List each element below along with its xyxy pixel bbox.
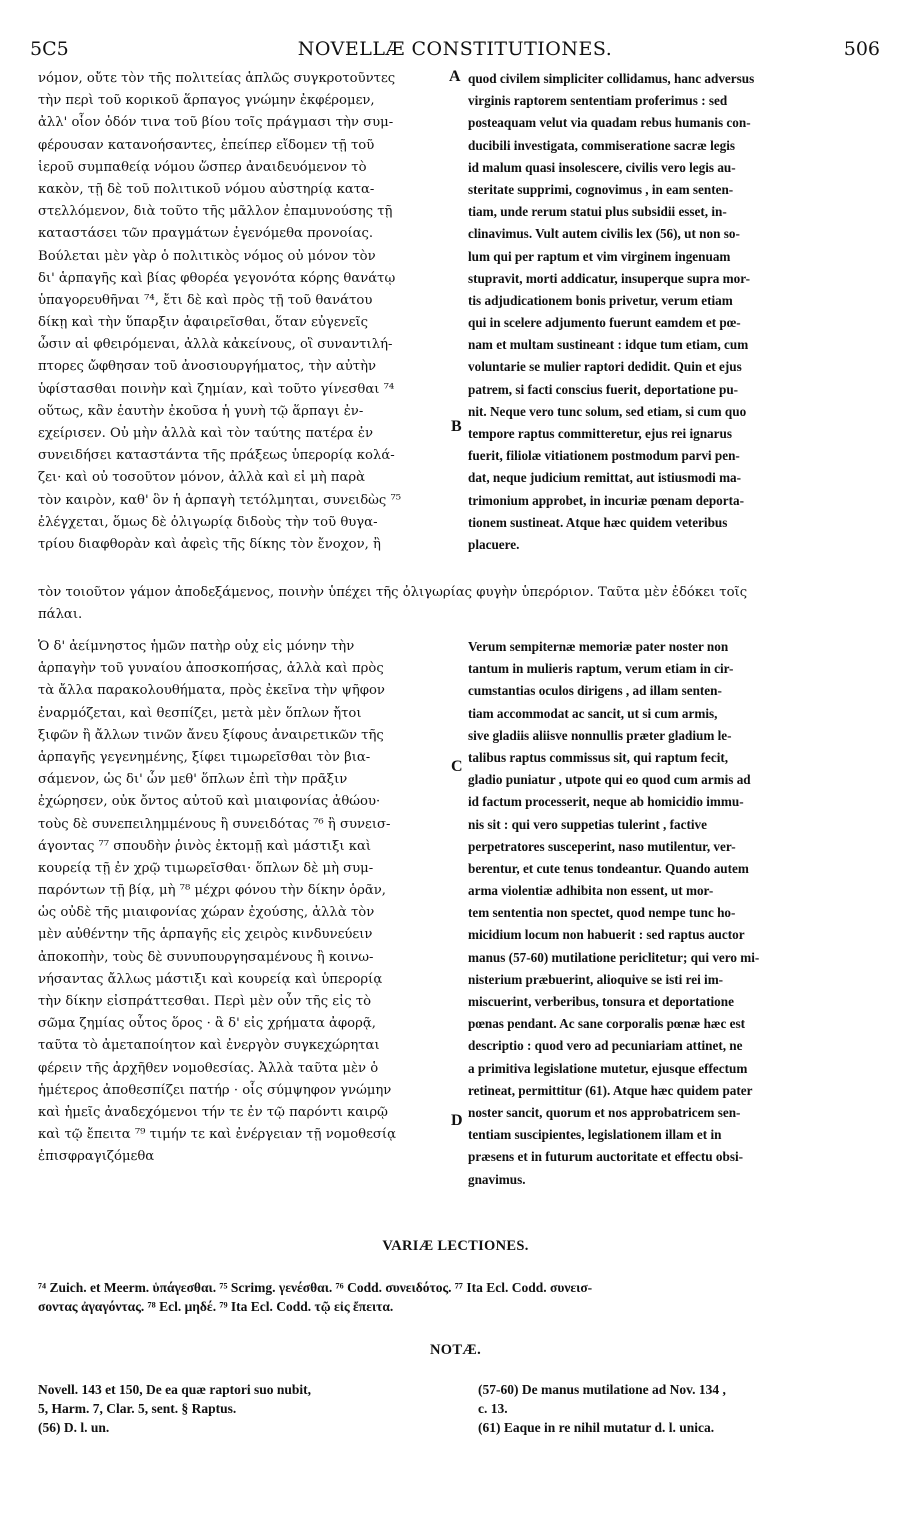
margin-letter-d: D	[451, 1112, 463, 1129]
variae-lectiones-list	[38, 1278, 592, 1316]
notae-heading: NOTÆ.	[429, 1342, 482, 1358]
latin-line: stupravit, morti addicatur, insuperque supra mor-	[468, 270, 750, 286]
greek-line: τὸν τοιοῦτον γάμον ἀποδεξάμενος, ποινὴν ὑπέχει τῆς ὀλιγωρίας φυγὴν ὑπερόριον. Ταῦτα μὲν ἐδόκει τοῖς	[38, 585, 748, 600]
greek-line: ἐναρμόζεται, καὶ θεσπίζει, μετὰ μὲν ὅπλων ἤτοι	[38, 705, 362, 721]
latin-line: tentiam suscipientes, legislationem illam et in	[468, 1127, 722, 1143]
latin-line: tem sententia non spectet, quod nempe tunc ho-	[468, 905, 736, 921]
latin-line: descriptio : quod vero ad pecuniariam attinet, ne	[468, 1038, 743, 1054]
latin-line: steritate supprimi, cognovimus , in eam senten-	[468, 181, 734, 197]
latin-line: nam et multam sustineant : idque tum etiam, cum	[468, 337, 749, 353]
latin-line: tempore raptus committeretur, ejus rei ignarus	[468, 426, 732, 441]
latin-line: micidium locum non habuerit : sed raptus auctor	[468, 927, 745, 943]
greek-line: ὦσιν αἱ φθειρόμεναι, ἀλλὰ κἀκείνους, οἳ συναντιλή-	[38, 337, 393, 353]
latin-line: quod civilem simpliciter collidamus, hanc adversus	[468, 71, 755, 86]
latin-line: præsens et in futurum auctoritate et effectu obsi-	[468, 1149, 744, 1165]
greek-line: εχείρισεν. Οὐ μὴν ἀλλὰ καὶ τὸν ταύτης πατέρα ἐν	[38, 426, 373, 441]
page-number-right: 506	[843, 38, 880, 60]
running-header	[30, 38, 880, 62]
latin-line: qui in scelere adjumento fuerunt eamdem et pœ-	[468, 315, 741, 331]
greek-line: τοὺς δὲ συνεπειλημμένους ἢ συνειδότας ⁷⁶ ἢ συνεισ-	[38, 816, 391, 832]
greek-column-2	[38, 636, 448, 1169]
greek-line: φέρουσαν κατανοήσαντες, ἐπείπερ εἴδομεν τῇ τοῦ	[38, 137, 375, 153]
greek-line: Βούλεται μὲν γὰρ ὁ πολιτικὸς νόμος οὐ μόνον τὸν	[38, 248, 376, 264]
greek-line: νήσαντας ἄλλως μάστιξι καὶ κουρείᾳ καὶ ὑπερορίᾳ	[38, 971, 383, 987]
greek-line: πτορες ὤφθησαν τοῦ ἀνοσιουργήματος, τὴν αὐτὴν	[38, 359, 377, 375]
note-line: c. 13.	[478, 1401, 508, 1416]
latin-line: berentur, et cute tenus tondeantur. Quando autem	[468, 860, 749, 876]
variant-reading-line: ⁷⁴ Zuich. et Meerm. ὑπάγεσθαι. ⁷⁵ Scrimg. γενέσθαι. ⁷⁶ Codd. συνειδότος. ⁷⁷ Ita Ecl. Codd. συνεισ-	[38, 1280, 593, 1295]
greek-line: τὰ ἄλλα παρακολουθήματα, πρὸς ἐκεῖνα τὴν ψῆφον	[38, 683, 385, 699]
latin-line: cumstantias oculos dirigens , ad illam senten-	[468, 683, 722, 699]
latin-line: tiam, unde rerum statui plus subsidii esset, in-	[468, 204, 727, 220]
greek-line: σῶμα ζημίας οὗτος ὅρος · ἃ δ' εἰς χρήματα ἀφορᾷ,	[38, 1016, 376, 1032]
latin-line: miscuerint, verberibus, tonsura et deportatione	[468, 994, 734, 1009]
greek-line: κακὸν, τῇ δὲ τοῦ πολιτικοῦ νόμου αὐστηρίᾳ κατα-	[38, 181, 375, 197]
latin-line: Verum sempiternæ memoriæ pater noster non	[468, 639, 729, 654]
notae-right	[478, 1380, 726, 1437]
latin-line: gladio puniatur , utpote qui eo quod cum armis ad	[468, 772, 751, 788]
greek-line: τὸν καιρὸν, καθ' ὃν ἡ ἁρπαγὴ τετόλμηται, συνειδὼς ⁷⁵	[38, 492, 402, 508]
greek-line: παρόντων τῇ βίᾳ, μὴ ⁷⁸ μέχρι φόνου τὴν δίκην ὁρᾶν,	[38, 883, 386, 899]
greek-line: μὲν αὐθέντην τῆς ἁρπαγῆς εἰς χειρὸς κινδυνεύειν	[38, 927, 373, 943]
greek-line: ἡμέτερος ἀποθεσπίζει πατήρ · οἷς σύμψηφον γνώμην	[38, 1082, 392, 1098]
latin-line: id factum processerit, neque ab homicidio immu-	[468, 794, 744, 810]
latin-line: patrem, si facti conscius fuerit, deportatione pu-	[468, 381, 739, 397]
latin-line: dat, neque judicium remittat, aut istiusmodi ma-	[468, 470, 742, 486]
latin-line: posteaquam velut via quadam rebus humanis con-	[468, 115, 751, 131]
latin-line: ducibili investigata, commiseratione sacræ legis	[468, 137, 736, 153]
latin-line: id malum quasi insolescere, civilis vero legis au-	[468, 159, 736, 175]
note-line: (56) D. l. un.	[38, 1420, 110, 1435]
variae-lectiones-heading: VARIÆ LECTIONES.	[382, 1238, 529, 1254]
greek-line: ἐλέγχεται, ὅμως δὲ ὀλιγωρίᾳ διδοὺς τὴν τοῦ θυγα-	[38, 514, 378, 530]
greek-line: ταῦτα τὸ ἀμεταποίητον καὶ ἐνεργὸν συγκεχώρηται	[38, 1038, 380, 1054]
greek-line: οὕτως, κἂν ἑαυτὴν ἐκοῦσα ἡ γυνὴ τῷ ἅρπαγι ἐν-	[38, 403, 364, 419]
greek-line: στελλόμενον, διὰ τοῦτο τῆς μᾶλλον ἐπαμυνούσης τῇ	[38, 204, 393, 220]
greek-line: τὴν περὶ τοῦ κορικοῦ ἅρπαγος γνώμην ἐκφέρομεν,	[38, 93, 375, 109]
running-title: NOVELLÆ CONSTITUTIONES.	[297, 38, 613, 60]
note-line: 5, Harm. 7, Clar. 5, sent. § Raptus.	[38, 1401, 237, 1416]
greek-line: καὶ ἡμεῖς ἀναδεχόμενοι τήν τε ἐν τῷ παρόντι καιρῷ	[38, 1104, 388, 1120]
greek-line: ἀποκοπὴν, τοὺς δὲ συνυπουργησαμένους ἢ κοινω-	[38, 949, 374, 965]
greek-line: πάλαι.	[38, 607, 83, 623]
greek-line: ζει· καὶ οὐ τοσοῦτον μόνον, ἀλλὰ καὶ εἰ μὴ παρὰ	[38, 470, 366, 486]
greek-line: ἀλλ' οἷον ὁδόν τινα τοῦ βίου τοῖς πράγμασι τὴν συμ-	[38, 115, 394, 131]
latin-line: tiam accommodat ac sancit, ut si cum armis,	[468, 705, 718, 721]
latin-line: a primitiva legislatione mutetur, ejusque effectum	[468, 1060, 748, 1076]
note-line: Novell. 143 et 150, De ea quæ raptori suo nubit,	[38, 1382, 311, 1397]
greek-line: ἐχώρησεν, οὐκ ὄντος αὐτοῦ καὶ μιαιφονίας ἀθώου·	[38, 794, 381, 810]
greek-line: συνειδήσει καταστάντα τῆς πράξεως ὑπερορίᾳ κολά-	[38, 448, 395, 464]
greek-line: Ὁ δ' ἀείμνηστος ἡμῶν πατὴρ οὐχ εἰς μόνην τὴν	[38, 639, 355, 654]
latin-line: fuerit, filiolæ vitiationem postmodum parvi pen-	[468, 448, 740, 464]
latin-line: talibus raptus commissus sit, qui raptum fecit,	[468, 749, 729, 765]
latin-line: gnavimus.	[468, 1171, 526, 1187]
latin-line: trimonium approbet, in incuriæ pœnam deporta-	[468, 492, 744, 508]
greek-full-width-lines	[38, 582, 878, 626]
latin-line: nit. Neque vero tunc solum, sed etiam, si cum quo	[468, 403, 747, 419]
latin-line: arma violentiæ adhibita non essent, ut mor-	[468, 883, 714, 899]
latin-line: retineat, permittitur (61). Atque hæc quidem pater	[468, 1082, 753, 1098]
greek-line: φέρειν τῆς ἀρχῆθεν νομοθεσίας. Ἀλλὰ ταῦτα μὲν ὁ	[38, 1060, 379, 1076]
latin-line: perpetratores susceperint, naso mutilentur, ver-	[468, 838, 736, 854]
latin-line: tis adjudicationem bonis privetur, verum etiam	[468, 292, 733, 308]
margin-letter-c: C	[451, 758, 463, 775]
greek-line: ἁρπαγῆς γεγενημένης, ξίφει τιμωρεῖσθαι τὸν βια-	[38, 749, 371, 765]
latin-line: tionem sustineat. Atque hæc quidem veteribus	[468, 514, 728, 530]
note-line: (61) Eaque in re nihil mutatur d. l. unica.	[478, 1420, 715, 1435]
greek-line: ὑπαγορευθῆναι ⁷⁴, ἔτι δὲ καὶ πρὸς τῇ τοῦ θανάτου	[38, 292, 373, 308]
greek-line: καταστάσει τῶν πραγμάτων ἐγενόμεθα προνοίας.	[38, 226, 374, 242]
latin-line: nisterium præbuerint, alioquive se isti rei im-	[468, 971, 724, 987]
notae-left	[38, 1380, 311, 1437]
latin-line: lum qui per raptum et vim virginem ingenuam	[468, 248, 731, 264]
greek-line: ξιφῶν ἢ ἄλλων τινῶν ἄνευ ξίφους ἀναιρετικῶν τῆς	[38, 727, 384, 743]
latin-column-1	[468, 68, 878, 556]
greek-line: ἱεροῦ συμπαθείᾳ νόμου ὥσπερ ἀναιδευόμενον τὸ	[38, 159, 367, 175]
margin-letter-a: A	[449, 68, 461, 85]
greek-line: ὑφίστασθαι ποινὴν καὶ ζημίαν, καὶ τοῦτο γίνεσθαι ⁷⁴	[38, 381, 395, 397]
variant-reading-line: σοντας ἀγαγόντας. ⁷⁸ Ecl. μηδέ. ⁷⁹ Ita Ecl. Codd. τῷ εἰς ἔπειτα.	[38, 1299, 394, 1314]
greek-line: δίκῃ καὶ τὴν ὕπαρξιν ἀφαιρεῖσθαι, ὅταν εὐγενεῖς	[38, 315, 369, 331]
latin-line: tantum in mulieris raptum, verum etiam in cir-	[468, 661, 734, 677]
greek-line: τὴν δίκην εἰσπράττεσθαι. Περὶ μὲν οὖν τῆς εἰς τὸ	[38, 994, 372, 1009]
greek-line: ἐπισφραγιζόμεθα	[38, 1149, 155, 1165]
latin-line: manus (57-60) mutilatione periclitetur; qui vero mi-	[468, 949, 760, 965]
latin-line: clinavimus. Vult autem civilis lex (56), ut non so-	[468, 226, 740, 242]
greek-line: άγοντας ⁷⁷ σπουδὴν ῥινὸς ἐκτομῇ καὶ μάστιξι καὶ	[38, 838, 372, 854]
greek-line: νόμον, οὔτε τὸν τῆς πολιτείας ἁπλῶς συγκροτοῦντες	[38, 71, 396, 86]
latin-line: sive gladiis aliisve nonnullis præter gladium le-	[468, 727, 732, 743]
latin-line: voluntarie se mulier raptori dedidit. Quin et ejus	[468, 359, 742, 375]
greek-line: κουρείᾳ τῇ ἐν χρῷ τιμωρεῖσθαι· ὅπλων δὲ μὴ συμ-	[38, 860, 374, 876]
page-number-left: 5C5	[30, 38, 69, 60]
greek-line: καὶ τῷ ἔπειτα ⁷⁹ τιμήν τε καὶ ἐνέργειαν τῇ νομοθεσίᾳ	[38, 1127, 397, 1143]
margin-letter-b: B	[451, 418, 462, 435]
latin-line: placuere.	[468, 536, 520, 552]
greek-line: τρίου διαφθορὰν καὶ ἀφεὶς τῆς δίκης τὸν ἔνοχον, ἢ	[38, 536, 381, 552]
latin-column-2	[468, 636, 878, 1191]
greek-line: σάμενον, ὡς δι' ὧν μεθ' ὅπλων ἐπὶ τὴν πρᾶξιν	[38, 772, 348, 788]
latin-line: nis sit : qui vero suppetias tulerint , factive	[468, 816, 707, 832]
note-line: (57-60) De manus mutilatione ad Nov. 134 ,	[478, 1382, 726, 1397]
latin-line: pœnas pendant. Ac sane corporalis pœnæ hæc est	[468, 1016, 745, 1032]
greek-line: δι' ἁρπαγῆς καὶ βίας φθορέα γεγονότα κόρης θανάτῳ	[38, 270, 396, 286]
greek-line: ὡς οὐδὲ τῆς μιαιφονίας χώραν ἐχούσης, ἀλλὰ τὸν	[38, 905, 375, 921]
latin-line: noster sancit, quorum et nos approbatricem sen-	[468, 1104, 741, 1120]
greek-line: ἁρπαγὴν τοῦ γυναίου ἀποσκοπήσας, ἀλλὰ καὶ πρὸς	[38, 661, 384, 677]
greek-column-1	[38, 68, 448, 556]
latin-line: virginis raptorem sententiam proferimus : sed	[468, 93, 728, 109]
